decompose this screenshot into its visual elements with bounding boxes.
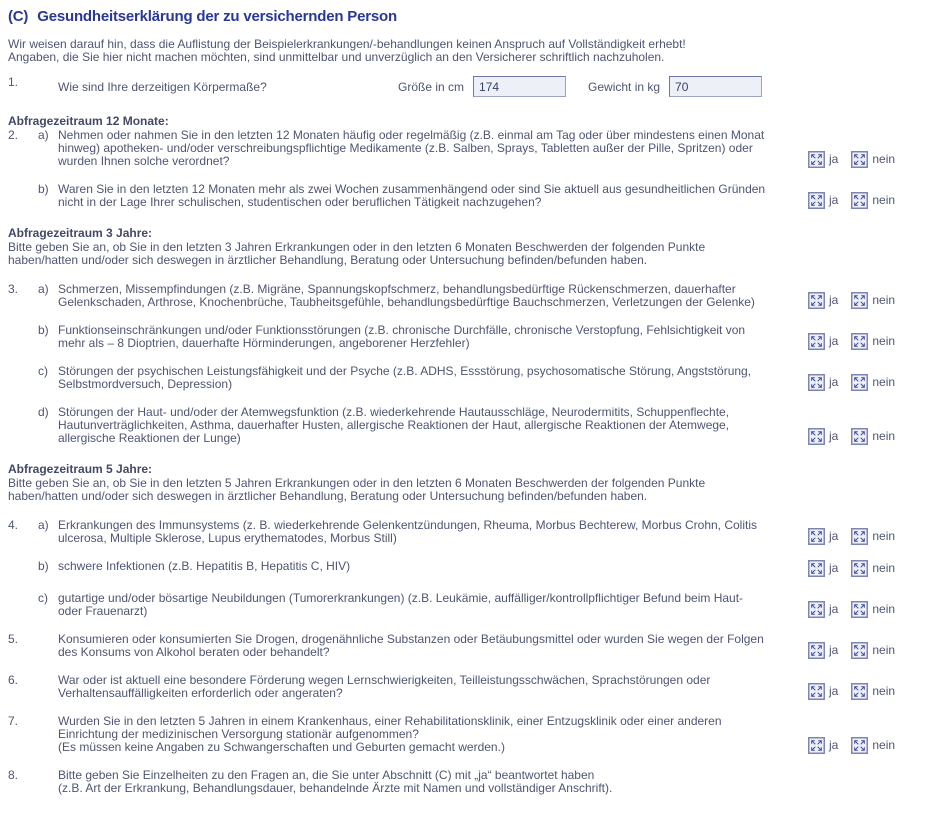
answer-group bbox=[808, 333, 920, 350]
question-5 bbox=[8, 633, 920, 659]
notice-paragraph bbox=[8, 38, 920, 64]
question-number: 6. bbox=[8, 673, 19, 687]
question-1 bbox=[8, 76, 920, 97]
nein-label: nein bbox=[872, 738, 896, 752]
question-number: 3. bbox=[8, 282, 19, 296]
question-text: Erkrankungen des Immunsystems (z. B. wiederkehrende Gelenkentzündungen, Rheuma, Morbus Bechterew, Morbus Crohn, Colitis ulcerosa, Multiple Sklerose, Lupus erythematodes, Morbus Still) bbox=[58, 518, 758, 545]
question-7 bbox=[8, 715, 920, 754]
height-input[interactable] bbox=[473, 76, 566, 97]
question-text: War oder ist aktuell eine besondere Förderung wegen Lernschwierigkeiten, Teilleistungsschwächen, Sprachstörungen oder Verhaltensauffälligkeiten erforderlich oder angeraten? bbox=[58, 673, 711, 700]
question-number: 5. bbox=[8, 632, 19, 646]
ja-label: ja bbox=[829, 643, 839, 657]
nein-checkbox[interactable] bbox=[851, 737, 868, 754]
ja-label: ja bbox=[829, 375, 839, 389]
question-letter: b) bbox=[38, 323, 49, 337]
weight-input[interactable] bbox=[669, 76, 762, 97]
question-number: 2. bbox=[8, 128, 19, 142]
nein-label: nein bbox=[872, 375, 896, 389]
ja-label: ja bbox=[829, 293, 839, 307]
ja-checkbox[interactable] bbox=[808, 642, 825, 659]
nein-checkbox[interactable] bbox=[851, 428, 868, 445]
question-letter: a) bbox=[38, 518, 49, 532]
answer-group bbox=[808, 683, 920, 700]
nein-checkbox[interactable] bbox=[851, 374, 868, 391]
question-text: Funktionseinschränkungen und/oder Funktionsstörungen (z.B. chronische Durchfälle, chronische Verstopfung, Fehlsichtigkeit von mehr als – 8 Dioptrien, dauerhafte Hörminderungen, angeborener Herzfehler) bbox=[58, 323, 746, 350]
question-text: gutartige und/oder bösartige Neubildungen (Tumorerkrankungen) (z.B. Leukämie, auffälliger/kontrollpflichtiger Befund beim Haut- oder Frauenarzt) bbox=[58, 591, 744, 618]
nein-checkbox[interactable] bbox=[851, 292, 868, 309]
section-letter: (C) bbox=[8, 8, 29, 25]
answer-group bbox=[808, 601, 920, 618]
ja-label: ja bbox=[829, 529, 839, 543]
height-label: Größe in cm bbox=[398, 79, 465, 94]
ja-label: ja bbox=[829, 602, 839, 616]
nein-label: nein bbox=[872, 643, 896, 657]
nein-label: nein bbox=[872, 602, 896, 616]
question-text: Schmerzen, Missempfindungen (z.B. Migräne, Spannungskopfschmerz, behandlungsbedürftige Rückenschmerzen, dauerhafter Gelenkschaden, Arthrose, Knochenbrüche, Taubheitsgefühle, behandlungsbedürftige Bauchschmerzen, Verletzungen der Gelenke) bbox=[58, 282, 755, 309]
answer-group bbox=[808, 192, 920, 209]
question-number: 7. bbox=[8, 714, 19, 728]
nein-label: nein bbox=[872, 293, 896, 307]
question-number: 1. bbox=[8, 75, 19, 89]
question-text: Wie sind Ihre derzeitigen Körpermaße? bbox=[58, 79, 267, 94]
ja-checkbox[interactable] bbox=[808, 374, 825, 391]
question-6 bbox=[8, 674, 920, 700]
page-title bbox=[8, 8, 920, 25]
question-text: Waren Sie in den letzten 12 Monaten mehr als zwei Wochen zusammenhängend oder sind Sie aktuell aus gesundheitlichen Gründen nicht in der Lage Ihrer schulischen, studentischen oder beruflichen Tätigkeit nachzugehen? bbox=[58, 182, 766, 209]
section-heading-3-jahre: Abfragezeitraum 3 Jahre: bbox=[8, 226, 153, 240]
question-4c bbox=[8, 592, 920, 618]
question-2a bbox=[8, 129, 920, 168]
question-letter: b) bbox=[38, 182, 49, 196]
question-text: Bitte geben Sie Einzelheiten zu den Fragen an, die Sie unter Abschnitt (C) mit „ja“ beantwortet haben bbox=[58, 768, 595, 782]
ja-checkbox[interactable] bbox=[808, 737, 825, 754]
ja-checkbox[interactable] bbox=[808, 151, 825, 168]
ja-label: ja bbox=[829, 193, 839, 207]
answer-group bbox=[808, 374, 920, 391]
question-2b bbox=[8, 183, 920, 209]
nein-checkbox[interactable] bbox=[851, 601, 868, 618]
nein-checkbox[interactable] bbox=[851, 683, 868, 700]
question-note: (z.B. Art der Erkrankung, Behandlungsdauer, behandelnde Ärzte mit Namen und vollständiger Anschrift). bbox=[58, 781, 613, 795]
question-3c bbox=[8, 365, 920, 391]
question-number: 4. bbox=[8, 518, 19, 532]
ja-label: ja bbox=[829, 334, 839, 348]
nein-checkbox[interactable] bbox=[851, 642, 868, 659]
ja-checkbox[interactable] bbox=[808, 528, 825, 545]
question-letter: c) bbox=[38, 591, 48, 605]
weight-label: Gewicht in kg bbox=[588, 79, 661, 94]
ja-label: ja bbox=[829, 738, 839, 752]
answer-group bbox=[808, 642, 920, 659]
question-text: Störungen der Haut- und/oder der Atemwegsfunktion (z.B. wiederkehrende Hautausschläge, Neurodermitits, Schuppenflechte, Hautunverträglichkeiten, Asthma, dauerhafter Husten, allergische Reaktionen der Haut, allergische Reaktionen der Atemwege, allergische Reaktionen der Lunge) bbox=[58, 405, 730, 445]
page-title-text: Gesundheitserklärung der zu versichernden Person bbox=[37, 8, 397, 25]
ja-checkbox[interactable] bbox=[808, 683, 825, 700]
ja-label: ja bbox=[829, 152, 839, 166]
nein-checkbox[interactable] bbox=[851, 528, 868, 545]
nein-checkbox[interactable] bbox=[851, 151, 868, 168]
question-3d bbox=[8, 406, 920, 445]
ja-label: ja bbox=[829, 429, 839, 443]
question-3b bbox=[8, 324, 920, 350]
ja-checkbox[interactable] bbox=[808, 428, 825, 445]
question-letter: b) bbox=[38, 559, 49, 573]
question-text: Wurden Sie in den letzten 5 Jahren in einem Krankenhaus, einer Rehabilitationsklinik, einer Entzugsklinik oder einer anderen Einrichtung der medizinischen Versorgung stationär aufgenommen? bbox=[58, 714, 722, 741]
nein-checkbox[interactable] bbox=[851, 192, 868, 209]
notice-line-1: Wir weisen darauf hin, dass die Auflistung der Beispielerkrankungen/-behandlungen keinen Anspruch auf Vollständigkeit erhebt! bbox=[8, 37, 686, 51]
question-note: (Es müssen keine Angaben zu Schwangerschaften und Geburten gemacht werden.) bbox=[58, 740, 505, 754]
nein-checkbox[interactable] bbox=[851, 560, 868, 577]
ja-checkbox[interactable] bbox=[808, 292, 825, 309]
answer-group bbox=[808, 292, 920, 309]
answer-group bbox=[808, 560, 920, 577]
question-text: Nehmen oder nahmen Sie in den letzten 12 Monaten häufig oder regelmäßig (z.B. einmal am Tag oder über mindestens einen Monat hinweg) apotheken- und/oder verschreibungspflichtige Medikamente (z.B. Salben, Sprays, Tabletten außer der Pille, Spritzen) oder wurden Ihnen solche verordnet? bbox=[58, 128, 765, 168]
question-letter: c) bbox=[38, 364, 48, 378]
nein-label: nein bbox=[872, 529, 896, 543]
section-intro-5-jahre: Bitte geben Sie an, ob Sie in den letzten 5 Jahren Erkrankungen oder in den letzten 6 Monaten Beschwerden der folgenden Punkte haben/hatten und/oder sich deswegen in ärztlicher Behandlung, Beratung oder Untersuchung befinden/befunden haben. bbox=[8, 476, 706, 503]
nein-label: nein bbox=[872, 429, 896, 443]
question-text: schwere Infektionen (z.B. Hepatitis B, Hepatitis C, HIV) bbox=[58, 559, 351, 573]
answer-group bbox=[808, 528, 920, 545]
section-intro-3-jahre: Bitte geben Sie an, ob Sie in den letzten 3 Jahren Erkrankungen oder in den letzten 6 Monaten Beschwerden der folgenden Punkte haben/hatten und/oder sich deswegen in ärztlicher Behandlung, Beratung oder Untersuchung befinden/befunden haben. bbox=[8, 240, 706, 267]
ja-label: ja bbox=[829, 561, 839, 575]
ja-checkbox[interactable] bbox=[808, 601, 825, 618]
section-heading-5-jahre: Abfragezeitraum 5 Jahre: bbox=[8, 462, 153, 476]
nein-label: nein bbox=[872, 684, 896, 698]
question-4b bbox=[8, 560, 920, 577]
question-4a bbox=[8, 519, 920, 545]
answer-group bbox=[808, 737, 920, 754]
question-3a bbox=[8, 283, 920, 309]
question-text: Konsumieren oder konsumierten Sie Drogen, drogenähnliche Substanzen oder Betäubungsmittel oder wurden Sie wegen der Folgen des Konsums von Alkohol beraten oder behandelt? bbox=[58, 632, 764, 659]
question-letter: a) bbox=[38, 282, 49, 296]
question-letter: a) bbox=[38, 128, 49, 142]
answer-group bbox=[808, 151, 920, 168]
ja-checkbox[interactable] bbox=[808, 192, 825, 209]
question-text: Störungen der psychischen Leistungsfähigkeit und der Psyche (z.B. ADHS, Essstörung, psychosomatische Störung, Angststörung, Selbstmordversuch, Depression) bbox=[58, 364, 752, 391]
question-number: 8. bbox=[8, 768, 19, 782]
question-letter: d) bbox=[38, 405, 49, 419]
ja-label: ja bbox=[829, 684, 839, 698]
section-heading-12-monate: Abfragezeitraum 12 Monate: bbox=[8, 114, 169, 128]
answer-group bbox=[808, 428, 920, 445]
nein-label: nein bbox=[872, 152, 896, 166]
nein-label: nein bbox=[872, 193, 896, 207]
question-8 bbox=[8, 769, 920, 795]
ja-checkbox[interactable] bbox=[808, 560, 825, 577]
nein-checkbox[interactable] bbox=[851, 333, 868, 350]
ja-checkbox[interactable] bbox=[808, 333, 825, 350]
nein-label: nein bbox=[872, 561, 896, 575]
notice-line-2: Angaben, die Sie hier nicht machen möchten, sind unmittelbar und unverzüglich an den Versicherer schriftlich nachzuholen. bbox=[8, 50, 665, 64]
nein-label: nein bbox=[872, 334, 896, 348]
